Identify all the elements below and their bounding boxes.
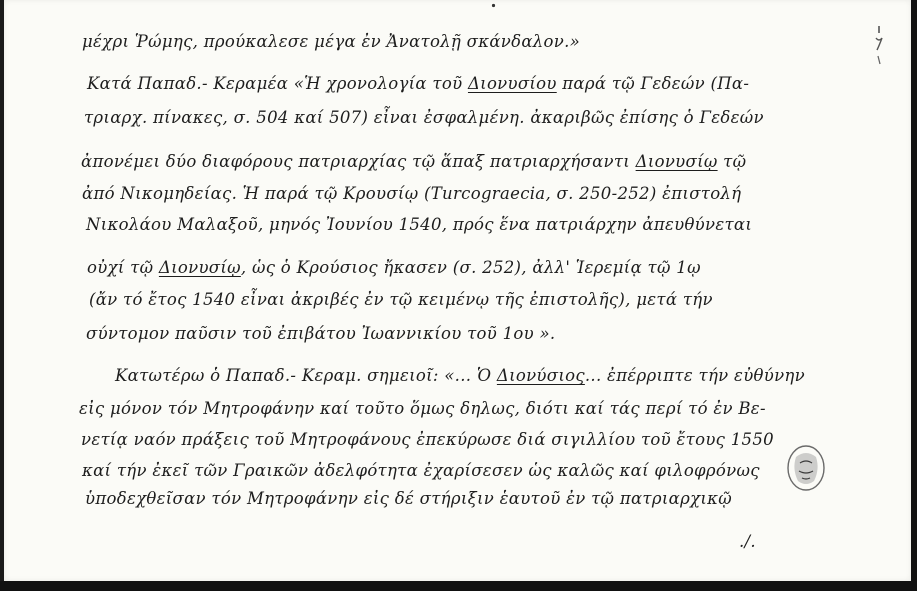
underlined-name: Διονυσίῳ — [635, 152, 718, 171]
handwritten-line — [87, 73, 749, 95]
handwritten-line — [86, 214, 752, 236]
handwritten-line — [739, 531, 756, 553]
handwritten-line — [81, 151, 746, 173]
line-text: Κατά Παπαδ.- Κεραμέα «Ἡ χρονολογία τοῦ — [87, 74, 468, 93]
handwritten-line — [82, 31, 580, 53]
line-text: νετίᾳ ναόν πράξεις τοῦ Μητροφάνους ἐπεκύρωσε διά σιγιλλίου τοῦ ἔτους 1550 — [81, 430, 774, 449]
line-text: μέχρι Ῥώμης, προύκαλεσε μέγα ἐν Ἀνατολῇ σκάνδαλον.» — [82, 32, 581, 51]
line-text: ὑποδεχθεῖσαν τόν Μητροφάνην εἰς δέ στήριξιν ἑαυτοῦ ἐν τῷ πατριαρχικῷ — [85, 489, 733, 508]
line-text: Νικολάου Μαλαξοῦ, μηνός Ἰουνίου 1540, πρός ἕνα πατριάρχην ἀπευθύνεται — [86, 215, 753, 234]
line-text: , ὡς ὁ Κρούσιος ἤκασεν (σ. 252), ἀλλ' Ἱερεμίᾳ τῷ 1ῳ — [240, 258, 701, 277]
handwritten-line — [85, 488, 732, 510]
handwritten-line — [89, 289, 713, 311]
handwritten-line — [82, 183, 741, 205]
pencil-mark-icon — [872, 24, 886, 68]
underlined-name: Διονυσίου — [467, 74, 557, 93]
handwritten-line — [87, 257, 701, 279]
handwritten-line — [86, 323, 555, 345]
underlined-name: Διονύσιος — [496, 366, 585, 385]
scan-border-right — [911, 0, 917, 591]
line-text: ./. — [739, 532, 756, 551]
handwritten-line — [115, 365, 805, 387]
line-text: εἰς μόνον τόν Μητροφάνην καί τοῦτο ὅμως δηλως, διότι καί τάς περί τό ἐν Βε- — [79, 399, 766, 418]
line-text: Κατωτέρω ὁ Παπαδ.- Κεραμ. σημειοῖ: «... Ὁ — [115, 366, 497, 385]
underlined-name: Διονυσίῳ — [158, 258, 241, 277]
line-text: οὐχί τῷ — [87, 258, 159, 277]
scan-border-bottom — [0, 581, 917, 591]
ink-dot-mark — [491, 3, 496, 8]
line-text: τριαρχ. πίνακες, σ. 504 καί 507) εἶναι ἐσφαλμένη. ἀκαριβῶς ἐπίσης ὁ Γεδεών — [84, 108, 764, 127]
index-card — [4, 0, 911, 581]
handwritten-line — [79, 398, 766, 420]
line-text: τῷ — [717, 152, 747, 171]
line-text: (ἄν τό ἔτος 1540 εἶναι ἀκριβές ἐν τῷ κειμένῳ τῆς ἐπιστολῆς), μετά τήν — [89, 290, 713, 309]
line-text: καί τήν ἐκεῖ τῶν Γραικῶν ἀδελφότητα ἐχαρίσεσεν ὡς καλῶς καί φιλοφρόνως — [82, 461, 760, 480]
line-text: παρά τῷ Γεδεών (Πα- — [556, 74, 750, 93]
line-text: σύντομον παῦσιν τοῦ ἐπιβάτου Ἰωαννικίου τοῦ 1ου ». — [86, 324, 556, 343]
library-seal-stamp — [784, 443, 828, 493]
handwritten-line — [82, 460, 760, 482]
line-text: ἀπονέμει δύο διαφόρους πατριαρχίας τῷ ἅπαξ πατριαρχήσαντι — [81, 152, 636, 171]
handwritten-line — [81, 429, 774, 451]
handwritten-line — [84, 107, 764, 129]
line-text: ... ἐπέρριπτε τήν εὐθύνην — [584, 366, 805, 385]
line-text: ἀπό Νικομηδείας. Ἡ παρά τῷ Κρουσίῳ (Turcograecia, σ. 250-252) ἐπιστολή — [82, 184, 742, 203]
